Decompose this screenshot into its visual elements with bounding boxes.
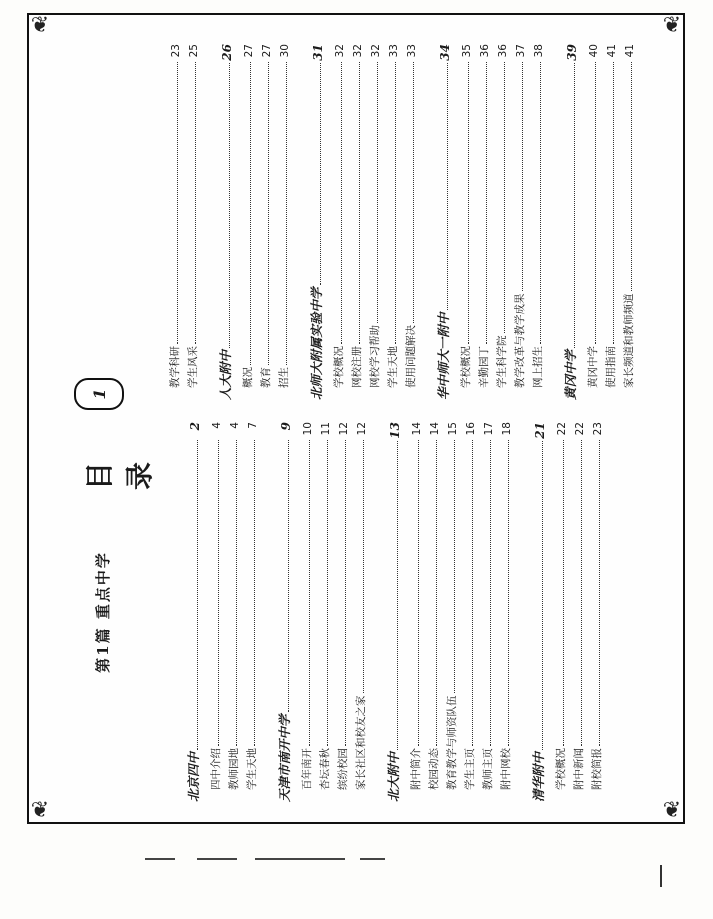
section-page: 9: [279, 422, 293, 431]
corner-ornament-icon: ❦: [662, 798, 682, 823]
entry-page: 12: [338, 422, 350, 436]
toc-entry: [443, 422, 459, 802]
dot-leader: [229, 63, 230, 348]
dot-leader: [436, 440, 437, 746]
dot-leader: [195, 62, 196, 344]
entry-page: 27: [261, 44, 273, 58]
toc-entry: [529, 44, 545, 400]
entry-label: 四中介绍: [210, 748, 222, 790]
entry-page: 38: [533, 44, 545, 58]
toc-entry: [620, 44, 636, 400]
toc-entry: [511, 44, 527, 400]
section-title: 北京四中: [186, 751, 201, 802]
entry-page: 10: [302, 422, 314, 436]
toc-section-heading: [273, 422, 293, 802]
section-page: 31: [311, 44, 325, 61]
entry-page: 14: [429, 422, 441, 436]
entry-page: 27: [243, 44, 255, 58]
entry-page: 23: [170, 44, 182, 58]
dot-leader: [309, 440, 310, 746]
entry-label: 网上招生: [532, 346, 544, 388]
entry-page: 16: [465, 422, 477, 436]
toc-section-heading: [305, 44, 325, 400]
entry-page: 14: [411, 422, 423, 436]
toc-entry: [239, 44, 255, 400]
section-page: 2: [188, 422, 202, 431]
toc-entry: [493, 44, 509, 400]
entry-label: 校园动态: [428, 748, 440, 790]
dot-leader: [542, 441, 543, 750]
dot-leader: [613, 62, 614, 344]
entry-label: 学生主页: [464, 748, 476, 790]
toc-section-heading: [214, 44, 234, 400]
entry-label: 学生天地: [387, 346, 399, 388]
dot-leader: [286, 62, 287, 365]
entry-label: 缤纷校园: [337, 748, 349, 790]
entry-page: 36: [479, 44, 491, 58]
corner-ornament-icon: ❦: [30, 13, 50, 38]
page-title: 目 录: [83, 414, 156, 491]
toc-entry: [457, 44, 473, 400]
entry-page: 18: [501, 422, 513, 436]
dot-leader: [472, 440, 473, 746]
entry-label: 网校学习帮助: [369, 325, 381, 388]
toc-entry: [366, 44, 382, 400]
section-title: 天津市南开中学: [277, 714, 292, 802]
entry-page: 22: [574, 422, 586, 436]
entry-label: 杏坛春秋: [319, 748, 331, 790]
scan-edge-marks: [145, 858, 445, 861]
section-title: 华中师大一附中: [436, 312, 451, 400]
entry-label: 教师园地: [228, 748, 240, 790]
toc-entry: [602, 44, 618, 400]
entry-label: 辛勤园丁: [478, 346, 490, 388]
entry-label: 教育: [260, 367, 272, 388]
toc-entry: [298, 422, 314, 802]
entry-page: 7: [247, 422, 259, 429]
dot-leader: [236, 440, 237, 746]
toc-entry: [570, 422, 586, 802]
toc-entry: [352, 422, 368, 802]
toc-entry: [348, 44, 364, 400]
dot-leader: [468, 62, 469, 344]
toc-entry: [584, 44, 600, 400]
entry-label: 教育教学与师资队伍: [446, 695, 458, 790]
toc-entry: [384, 44, 400, 400]
toc-section-heading: [182, 422, 202, 802]
section-title: 北大附中: [386, 751, 401, 802]
dot-leader: [377, 62, 378, 323]
entry-page: 23: [592, 422, 604, 436]
dot-leader: [595, 62, 596, 344]
entry-page: 37: [515, 44, 527, 58]
dot-leader: [540, 62, 541, 344]
entry-page: 12: [356, 422, 368, 436]
dot-leader: [486, 62, 487, 344]
dot-leader: [397, 441, 398, 750]
dot-leader: [250, 62, 251, 365]
dot-leader: [599, 440, 600, 746]
entry-page: 41: [624, 44, 636, 58]
entry-page: 15: [447, 422, 459, 436]
entry-page: 35: [461, 44, 473, 58]
section-page: 39: [565, 44, 579, 61]
toc-section-heading: [559, 44, 579, 400]
entry-page: 33: [388, 44, 400, 58]
toc-section-heading: [432, 44, 452, 400]
section-title: 清华附中: [531, 751, 546, 802]
toc-entry: [588, 422, 604, 802]
toc-entry: [497, 422, 513, 802]
toc-entry: [552, 422, 568, 802]
dot-leader: [177, 62, 178, 344]
dot-leader: [504, 62, 505, 334]
entry-page: 32: [352, 44, 364, 58]
section-title: 人大附中: [218, 349, 233, 400]
toc-entry: [225, 422, 241, 802]
entry-page: 25: [188, 44, 200, 58]
entry-label: 黄冈中学: [587, 346, 599, 388]
page-number-badge: [74, 378, 124, 410]
dot-leader: [254, 440, 255, 746]
dot-leader: [288, 440, 289, 712]
section-title: 北师大附属实验中学: [309, 287, 324, 400]
dot-leader: [363, 440, 364, 694]
toc-content: [56, 42, 656, 802]
entry-page: 30: [279, 44, 291, 58]
dot-leader: [359, 62, 360, 344]
entry-label: 学生风采: [187, 346, 199, 388]
entry-label: 网校注册: [351, 346, 363, 388]
corner-ornament-icon: ❦: [662, 13, 682, 38]
toc-entry: [407, 422, 423, 802]
toc-entry: [207, 422, 223, 802]
dot-leader: [631, 62, 632, 292]
dot-leader: [490, 440, 491, 746]
entry-label: 学生科学院: [496, 335, 508, 388]
entry-page: 41: [606, 44, 618, 58]
entry-page: 33: [406, 44, 418, 58]
dot-leader: [454, 440, 455, 694]
entry-page: 36: [497, 44, 509, 58]
toc-entry: [316, 422, 332, 802]
toc-entry: [257, 44, 273, 400]
entry-label: 学校概况: [555, 748, 567, 790]
entry-label: 招生: [278, 367, 290, 388]
dot-leader: [341, 62, 342, 344]
entry-label: 使用指南: [605, 346, 617, 388]
entry-page: 32: [334, 44, 346, 58]
toc-entry: [461, 422, 477, 802]
dot-leader: [508, 440, 509, 746]
entry-label: 使用问题解决: [405, 325, 417, 388]
dot-leader: [320, 63, 321, 286]
toc-section-heading: [527, 422, 547, 802]
toc-entry: [402, 44, 418, 400]
entry-label: 学校概况: [460, 346, 472, 388]
entry-label: 学生天地: [246, 748, 258, 790]
section-page: 21: [533, 422, 547, 439]
entry-label: 附中网校: [500, 748, 512, 790]
entry-page: 4: [229, 422, 241, 429]
toc-entry: [184, 44, 200, 400]
toc-entry: [479, 422, 495, 802]
entry-label: 附校简报: [591, 748, 603, 790]
dot-leader: [268, 62, 269, 365]
dot-leader: [574, 63, 575, 348]
dot-leader: [418, 440, 419, 746]
entry-page: 22: [556, 422, 568, 436]
toc-entry: [330, 44, 346, 400]
entry-page: 11: [320, 422, 332, 436]
entry-label: 教学科研: [169, 346, 181, 388]
entry-label: 教师主页: [482, 748, 494, 790]
corner-ornament-icon: ❦: [30, 798, 50, 823]
entry-label: 教学改革与教学成果: [514, 293, 526, 388]
dot-leader: [563, 440, 564, 746]
entry-page: 17: [483, 422, 495, 436]
scan-edge-line: [660, 865, 662, 887]
entry-label: 百年南开: [301, 748, 313, 790]
dot-leader: [345, 440, 346, 746]
toc-entry: [425, 422, 441, 802]
entry-page: 4: [211, 422, 223, 429]
page-number: 1: [89, 388, 109, 400]
dot-leader: [218, 440, 219, 746]
entry-page: 40: [588, 44, 600, 58]
entry-label: 附中简介: [410, 748, 422, 790]
dot-leader: [197, 440, 198, 750]
section-title: 黄冈中学: [563, 349, 578, 400]
dot-leader: [581, 440, 582, 746]
dot-leader: [522, 62, 523, 292]
part-heading: 第1篇 重点中学: [94, 551, 112, 673]
dot-leader: [395, 62, 396, 344]
dot-leader: [327, 440, 328, 746]
entry-label: 概况: [242, 367, 254, 388]
section-page: 34: [438, 44, 452, 61]
section-page: 13: [388, 422, 402, 439]
dot-leader: [413, 62, 414, 323]
toc-entry: [334, 422, 350, 802]
toc-section-heading: [382, 422, 402, 802]
entry-label: 家长社区和校友之家: [355, 695, 367, 790]
section-page: 26: [220, 44, 234, 61]
toc-entry: [166, 44, 182, 400]
toc-entry: [243, 422, 259, 802]
entry-label: 附中新闻: [573, 748, 585, 790]
entry-label: 学校概况: [333, 346, 345, 388]
toc-entry: [275, 44, 291, 400]
entry-label: 家长频道和教师频道: [623, 293, 635, 388]
entry-page: 32: [370, 44, 382, 58]
dot-leader: [447, 63, 448, 311]
toc-entry: [475, 44, 491, 400]
